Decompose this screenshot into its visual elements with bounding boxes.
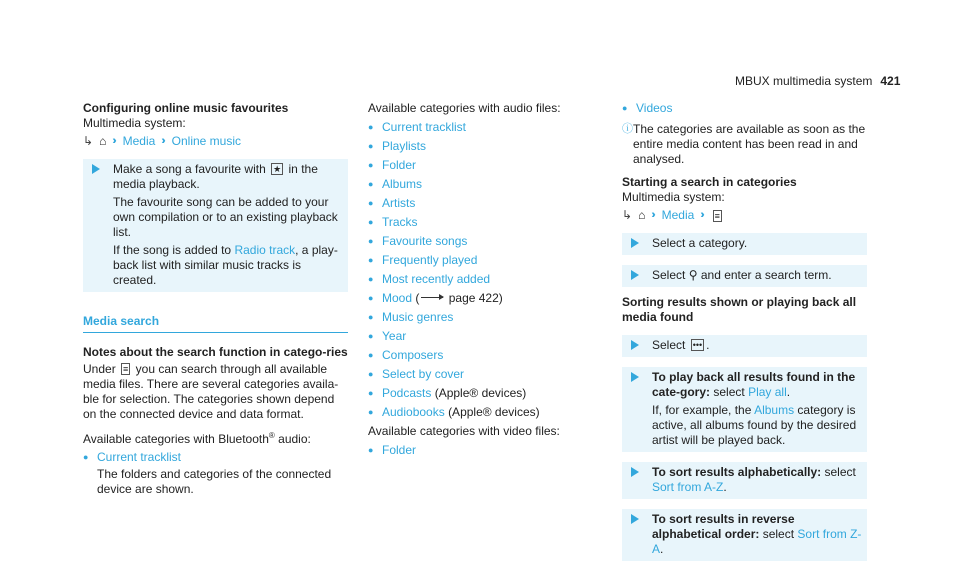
podcasts-link[interactable]: Podcasts [382, 386, 432, 400]
bullet-icon: ● [368, 217, 374, 227]
more-icon: ••• [692, 340, 703, 350]
list-item: ● Mood ( page 422) [368, 291, 503, 305]
step-arrow-icon [631, 514, 639, 524]
step-text: Select [652, 338, 686, 352]
list-item [368, 253, 603, 268]
step-text: Select a category. [652, 236, 748, 250]
step-detail: The favourite song can be added to your own compilation or to an existing playback list. [113, 195, 338, 239]
list-item [368, 139, 603, 154]
albums-link[interactable]: Albums [754, 403, 795, 417]
page-header [735, 74, 900, 89]
star-icon: ★ [273, 164, 282, 174]
bullet-icon: ● [622, 103, 628, 113]
step-sort-az: To sort results alphabetically: select Sort from A-Z. [622, 462, 867, 499]
column-1 [83, 101, 348, 497]
sort-title: Sorting results shown or playing back all media found [622, 295, 857, 324]
list-item [368, 215, 603, 230]
step-menu [622, 335, 867, 357]
bullet-icon: ● [368, 293, 374, 303]
bullet-icon: ● [368, 141, 374, 151]
list-item [368, 158, 603, 173]
config-subtitle: Multimedia system: [83, 116, 186, 130]
list-item [368, 386, 603, 401]
step-text: select [762, 527, 795, 541]
bullet-icon: ● [368, 198, 374, 208]
step-text: , a play-back list with similar music tracks is created. [113, 243, 338, 287]
breadcrumb-media[interactable]: Media [122, 134, 156, 148]
path-start-icon: ↳ [83, 134, 94, 148]
list-item [368, 196, 603, 211]
list-item [368, 329, 603, 344]
audio-intro: Available categories with audio files: [368, 101, 561, 115]
step-bold: To sort results in reverse alphabetical order: [652, 512, 795, 541]
apple-note: (Apple® devices) [448, 405, 540, 419]
page-ref: page 422) [448, 291, 503, 305]
list-item [83, 450, 348, 465]
column-3 [622, 101, 867, 561]
play-all-link[interactable]: Play all [748, 385, 787, 399]
bullet-icon: ● [368, 274, 374, 284]
step-text: If, for example, the [652, 403, 752, 417]
category-link[interactable]: Frequently played [382, 253, 478, 267]
path-start-icon: ↳ [622, 208, 633, 222]
header-title: MBUX multimedia system [735, 74, 873, 88]
category-link[interactable]: Composers [382, 348, 444, 362]
list-item [368, 234, 603, 249]
config-title: Configuring online music favourites [83, 101, 289, 115]
step-arrow-icon [631, 238, 639, 248]
list-item [622, 101, 867, 116]
list-item [368, 443, 603, 458]
step-text: Select [652, 268, 686, 282]
step-search [622, 265, 867, 287]
step-bold: To play back all results found in the cate-gory: [652, 370, 856, 399]
chevron-icon: ›› [112, 135, 114, 147]
category-link[interactable]: Current tracklist [382, 120, 467, 134]
bt-text: Available categories with Bluetooth [83, 432, 269, 446]
registered-mark: ® [268, 431, 275, 440]
video-intro: Available categories with video files: [368, 424, 560, 438]
step-arrow-icon [631, 270, 639, 280]
step-arrow-icon [631, 340, 639, 350]
breadcrumb [622, 208, 867, 223]
home-icon: ⌂ [99, 134, 107, 148]
page-ref-arrow-icon [421, 297, 443, 298]
step-text: select [713, 385, 745, 399]
category-link[interactable]: Videos [636, 101, 673, 115]
category-link[interactable]: Folder [382, 443, 417, 457]
bullet-icon: ● [368, 179, 374, 189]
bullet-icon: ● [368, 388, 374, 398]
category-link[interactable]: Playlists [382, 139, 427, 153]
step-text: Make a song a favourite with [113, 162, 266, 176]
breadcrumb-media[interactable]: Media [661, 208, 695, 222]
chevron-icon: ›› [161, 135, 163, 147]
list-item [368, 120, 603, 135]
bullet-icon: ● [368, 122, 374, 132]
step-arrow-icon [92, 164, 100, 174]
step-text: and enter a search term. [700, 268, 832, 282]
bullet-icon: ● [368, 160, 374, 170]
category-link[interactable]: Most recently added [382, 272, 491, 286]
list-item-desc: The folders and categories of the connected device are shown. [97, 467, 332, 496]
list-item [368, 367, 603, 382]
step-text: . [706, 338, 710, 352]
list-item [368, 348, 603, 363]
category-link[interactable]: Favourite songs [382, 234, 468, 248]
list-item [368, 405, 603, 420]
category-link[interactable]: Albums [382, 177, 423, 191]
step-text: If the song is added to [113, 243, 232, 257]
sort-za-link[interactable]: Sort from Z-A [652, 527, 862, 556]
notes-title: Notes about the search function in catego-ries [83, 345, 348, 359]
bullet-icon: ● [368, 312, 374, 322]
breadcrumb [83, 134, 348, 149]
bullet-icon: ● [368, 369, 374, 379]
category-link[interactable]: Tracks [382, 215, 418, 229]
category-link[interactable]: Select by cover [382, 367, 465, 381]
bluetooth-intro [83, 428, 348, 447]
notes-paragraph [83, 362, 348, 422]
step-text: category is active, all albums found by the desired artist will be played back. [652, 403, 857, 447]
current-tracklist-link[interactable]: Current tracklist [97, 450, 182, 464]
category-link[interactable]: Artists [382, 196, 416, 210]
bullet-icon: ● [368, 255, 374, 265]
step-arrow-icon [631, 467, 639, 477]
list-icon: ≡ [714, 210, 720, 221]
bullet-icon: ● [368, 350, 374, 360]
step-arrow-icon [631, 372, 639, 382]
breadcrumb-online-music[interactable]: Online music [171, 134, 242, 148]
bullet-icon: ● [368, 407, 374, 417]
info-text: The categories are available as soon as the entire media content has been read in and analysed. [633, 122, 866, 166]
sort-az-link[interactable]: Sort from A-Z [652, 480, 724, 494]
start-title: Starting a search in categories [622, 175, 797, 189]
home-icon: ⌂ [638, 208, 646, 222]
list-icon: ≡ [123, 364, 129, 374]
category-link[interactable]: Music genres [382, 310, 454, 324]
apple-note: (Apple® devices) [434, 386, 527, 400]
bullet-icon: ● [83, 452, 89, 462]
step-bold: To sort results alphabetically: [652, 465, 822, 479]
bullet-icon: ● [368, 445, 374, 455]
list-item [368, 272, 603, 287]
audiobooks-link[interactable]: Audiobooks [382, 405, 445, 419]
list-item [368, 177, 603, 192]
bullet-icon: ● [368, 331, 374, 341]
category-link[interactable]: Folder [382, 158, 417, 172]
list-item [368, 310, 603, 325]
chevron-icon: ›› [700, 209, 702, 221]
step-text: select [824, 465, 856, 479]
step-sort-za: To sort results in reverse alphabetical order: select Sort from Z-A. [622, 509, 867, 561]
search-icon: ⚲ [688, 268, 698, 282]
start-subtitle: Multimedia system: [622, 190, 725, 204]
info-note [622, 122, 867, 167]
info-icon: ⓘ [622, 123, 633, 135]
notes-text: you can search through all available media files. There are several categories availa-ble for selection. The categories shown depend on the connected device and data format. [83, 362, 339, 421]
step-text: in the media playback. [113, 162, 318, 191]
category-link[interactable]: Year [382, 329, 407, 343]
section-heading: Media search [83, 314, 348, 333]
page-number: 421 [880, 74, 901, 88]
radio-track-link[interactable]: Radio track [234, 243, 296, 257]
bt-text: audio: [278, 432, 311, 446]
chevron-icon: ›› [651, 209, 653, 221]
step-favourite [83, 159, 348, 292]
step-play-all: To play back all results found in the cate-gory: select Play all. If, for example, the Albums category is active, all albums found by the desired artist will be played back. [622, 367, 867, 452]
mood-link[interactable]: Mood [382, 291, 413, 305]
bullet-icon: ● [368, 236, 374, 246]
column-2 [368, 101, 603, 458]
step-select-category [622, 233, 867, 255]
notes-text: Under [83, 362, 116, 376]
